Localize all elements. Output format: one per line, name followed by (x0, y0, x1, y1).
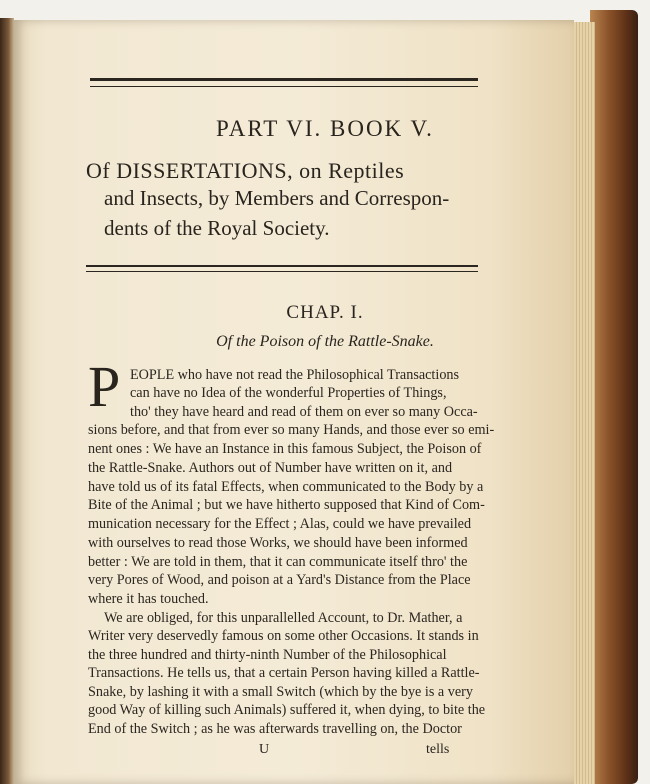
signature-mark: U (259, 742, 270, 757)
body-line: with ourselves to read those Works, we should have been informed (88, 535, 468, 551)
title-line-2: and Insects, by Members and Correspon- (104, 186, 450, 210)
drop-cap: P (88, 354, 121, 419)
body-line: End of the Switch ; as he was afterwards travelling on, the Doctor (88, 721, 462, 737)
middle-rule-thin (86, 271, 478, 272)
body-line: We are obliged, for this unparallelled Account, to Dr. Mather, a (104, 610, 463, 626)
body-line: where it has touched. (88, 591, 209, 607)
body-line: munication necessary for the Effect ; Alas, could we have prevailed (88, 516, 472, 532)
title-line-1: Of DISSERTATIONS, on Reptiles (86, 158, 405, 183)
body-line: EOPLE who have not read the Philosophical Transactions (130, 367, 460, 383)
chapter-heading: CHAP. I. (286, 302, 364, 323)
catchword: tells (426, 742, 450, 757)
body-line: can have no Idea of the wonderful Properties of Things, (130, 385, 447, 401)
middle-rule (86, 265, 478, 267)
body-line: sions before, and that from ever so many Hands, and those ever so emi- (88, 422, 495, 438)
body-line: Transactions. He tells us, that a certain Person having killed a Rattle- (88, 665, 480, 681)
body-line: very Pores of Wood, and poison at a Yard's Distance from the Place (88, 572, 471, 588)
body-line: nent ones : We have an Instance in this famous Subject, the Poison of (88, 441, 482, 457)
body-line: Snake, by lashing it with a small Switch (which by the bye is a very (88, 684, 473, 700)
body-line: the three hundred and thirty-ninth Number of the Philosophical (88, 647, 447, 663)
body-line: good Way of killing such Animals) suffered it, when dying, to bite the (88, 702, 486, 718)
body-line: have told us of its fatal Effects, when communicated to the Body by a (88, 479, 484, 495)
body-line: Bite of the Animal ; but we have hitherto supposed that Kind of Com- (88, 497, 485, 513)
title-line-3: dents of the Royal Society. (104, 216, 330, 240)
top-rule (90, 78, 478, 81)
body-line: tho' they have heard and read of them on ever so many Occa- (130, 404, 478, 420)
body-line: better : We are told in them, that it can communicate itself thro' the (88, 554, 468, 570)
chapter-subheading: Of the Poison of the Rattle-Snake. (216, 333, 434, 350)
part-title: PART VI. BOOK V. (216, 116, 434, 141)
body-line: the Rattle-Snake. Authors out of Number have written on it, and (88, 460, 453, 476)
top-rule-thin (90, 86, 478, 87)
body-line: Writer very deservedly famous on some other Occasions. It stands in (88, 628, 479, 644)
